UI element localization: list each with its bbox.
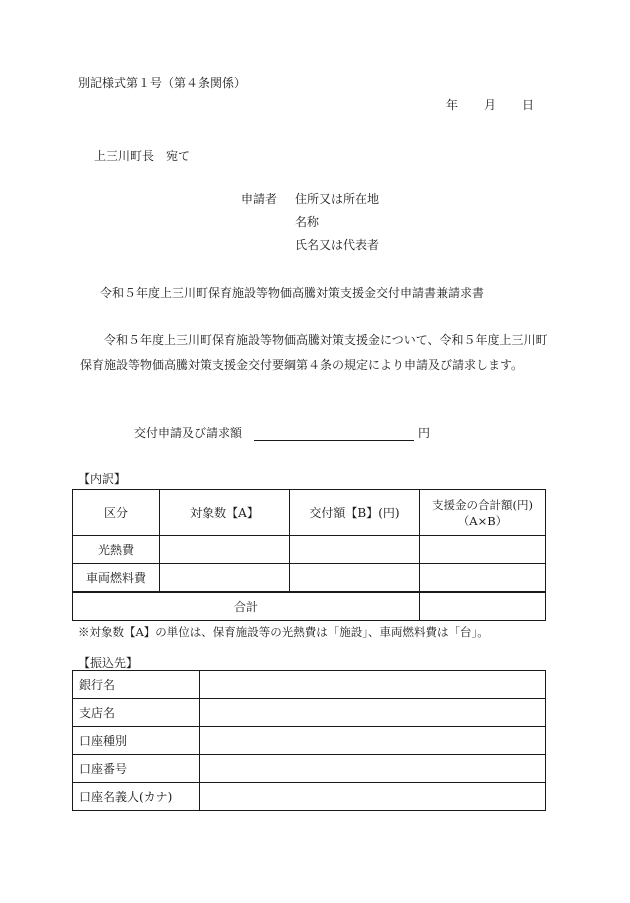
amount-field[interactable] <box>254 427 414 441</box>
table-row <box>73 564 546 593</box>
bank-table <box>72 670 546 811</box>
cell-input[interactable] <box>420 564 546 593</box>
cell-input[interactable] <box>200 755 546 783</box>
amount-unit: 円 <box>418 426 431 440</box>
row-label-utilities: 光熱費 <box>73 536 160 564</box>
account-holder-label: 口座名義人(カナ) <box>73 783 200 811</box>
cell-input[interactable] <box>200 783 546 811</box>
amount-label: 交付申請及び請求額 <box>134 426 243 440</box>
table-row <box>73 783 546 811</box>
addressee: 上三川町長 宛て <box>94 149 191 163</box>
body-text: 令和５年度上三川町保育施設等物価高騰対策支援金について、令和５年度上三川町保育施設等物価高騰対策支援金交付要綱第４条の規定により申請及び請求します。 <box>80 333 548 372</box>
col-total <box>420 490 546 536</box>
breakdown-heading: 【内訳】 <box>78 472 127 486</box>
table-row <box>73 727 546 755</box>
form-id: 別記様式第１号（第４条関係） <box>78 76 247 90</box>
applicant-fields <box>295 190 379 259</box>
account-type-label: 口座種別 <box>73 727 200 755</box>
cell-input[interactable] <box>290 536 420 564</box>
bank-heading: 【振込先】 <box>78 656 139 670</box>
col-category: 区分 <box>73 490 160 536</box>
cell-input[interactable] <box>200 671 546 699</box>
cell-input[interactable] <box>160 536 290 564</box>
table-row <box>73 699 546 727</box>
applicant-address: 住所又は所在地 <box>295 192 380 206</box>
col-total-line2: （A×B） <box>457 513 508 528</box>
cell-input[interactable] <box>420 592 546 621</box>
account-number-label: 口座番号 <box>73 755 200 783</box>
cell-input[interactable] <box>420 536 546 564</box>
total-label: 合計 <box>73 592 420 621</box>
amount-row <box>134 424 430 441</box>
applicant-name: 名称 <box>295 215 320 229</box>
breakdown-note: ※対象数【A】の単位は、保育施設等の光熱費は「施設」、車両燃料費は「台」。 <box>78 625 489 639</box>
cell-input[interactable] <box>160 564 290 593</box>
cell-input[interactable] <box>290 564 420 593</box>
applicant-label: 申請者 <box>241 192 278 206</box>
date-year: 年 <box>446 98 459 112</box>
date-day: 日 <box>522 98 535 112</box>
col-amount: 交付額【B】(円) <box>290 490 420 536</box>
table-row <box>73 671 546 699</box>
table-row <box>73 536 546 564</box>
breakdown-table <box>72 489 546 621</box>
cell-input[interactable] <box>200 727 546 755</box>
date-line <box>446 96 534 113</box>
col-total-line1: 支援金の合計額(円) <box>432 497 533 512</box>
document-title: 令和５年度上三川町保育施設等物価高騰対策支援金交付申請書兼請求書 <box>100 286 485 300</box>
branch-name-label: 支店名 <box>73 699 200 727</box>
table-row <box>73 755 546 783</box>
row-label-fuel: 車両燃料費 <box>73 564 160 593</box>
col-count: 対象数【A】 <box>160 490 290 536</box>
bank-name-label: 銀行名 <box>73 671 200 699</box>
date-month: 月 <box>484 98 497 112</box>
table-row-total <box>73 592 546 621</box>
applicant-representative: 氏名又は代表者 <box>295 238 380 252</box>
cell-input[interactable] <box>200 699 546 727</box>
